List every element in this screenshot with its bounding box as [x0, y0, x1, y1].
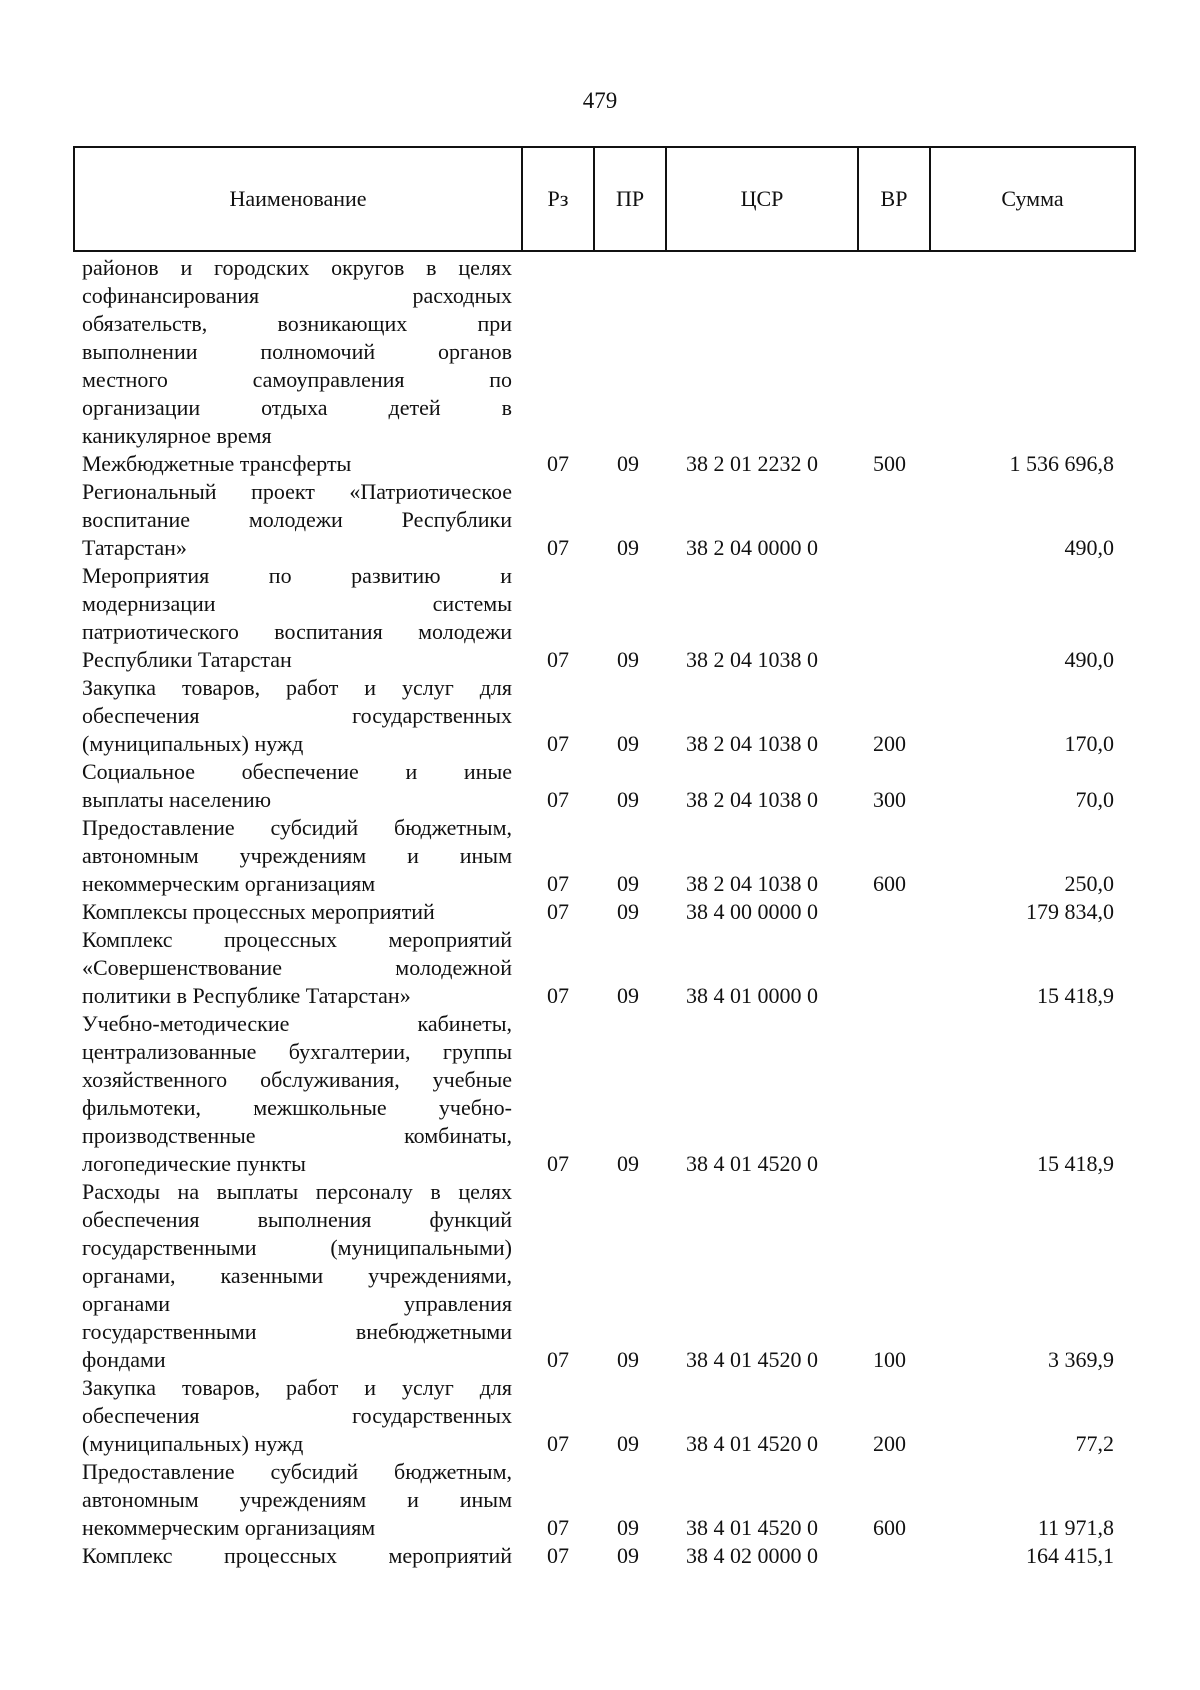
row-name-line: (муниципальных) нужд — [82, 731, 304, 756]
row-vr: 200 — [873, 1431, 906, 1456]
header-name: Наименование — [75, 148, 523, 250]
table-row — [0, 674, 1200, 758]
row-rz: 07 — [547, 899, 569, 924]
row-name-line: некоммерческим организациям — [82, 871, 376, 896]
row-name — [82, 562, 512, 674]
row-vr: 600 — [873, 1515, 906, 1540]
row-name-line: государственными внебюджетными — [82, 1319, 512, 1344]
row-pr: 09 — [617, 535, 639, 560]
table-row — [0, 758, 1200, 814]
row-name-line: каникулярное время — [82, 423, 272, 448]
row-name — [82, 926, 512, 1010]
table-body — [0, 254, 1200, 1570]
row-pr: 09 — [617, 647, 639, 672]
header-pr: ПР — [595, 148, 667, 250]
row-csr: 38 4 01 4520 0 — [686, 1151, 818, 1176]
row-name — [82, 450, 512, 478]
row-sum: 3 369,9 — [1048, 1347, 1114, 1372]
row-name-line: Расходы на выплаты персоналу в целях — [82, 1179, 512, 1204]
row-pr: 09 — [617, 1543, 639, 1568]
row-name — [82, 1542, 512, 1570]
table-row — [0, 1178, 1200, 1374]
row-csr: 38 2 04 1038 0 — [686, 731, 818, 756]
row-name-line: Комплекс процессных мероприятий — [82, 927, 512, 952]
header-rz: Рз — [523, 148, 595, 250]
table-row — [0, 1458, 1200, 1542]
row-name — [82, 478, 512, 562]
row-sum: 490,0 — [1064, 647, 1114, 672]
row-name-line: фондами — [82, 1347, 166, 1372]
row-pr: 09 — [617, 899, 639, 924]
row-sum: 179 834,0 — [1026, 899, 1114, 924]
row-rz: 07 — [547, 871, 569, 896]
row-name-line: (муниципальных) нужд — [82, 1431, 304, 1456]
row-name — [82, 674, 512, 758]
row-name-line: некоммерческим организациям — [82, 1515, 376, 1540]
row-name-line: Республики Татарстан — [82, 647, 292, 672]
row-name — [82, 1010, 512, 1178]
row-name-line: Комплекс процессных мероприятий — [82, 1543, 512, 1568]
row-pr: 09 — [617, 1347, 639, 1372]
row-csr: 38 4 01 4520 0 — [686, 1431, 818, 1456]
row-csr: 38 2 04 1038 0 — [686, 787, 818, 812]
row-name — [82, 758, 512, 814]
row-vr: 300 — [873, 787, 906, 812]
row-name-line: организации отдыха детей в — [82, 395, 512, 420]
row-sum: 15 418,9 — [1037, 1151, 1114, 1176]
row-sum: 250,0 — [1064, 871, 1114, 896]
page-number: 479 — [582, 88, 618, 113]
row-name-line: Комплексы процессных мероприятий — [82, 899, 435, 924]
header-csr: ЦСР — [667, 148, 859, 250]
row-name-line: воспитание молодежи Республики — [82, 507, 512, 532]
row-name-line: модернизации системы — [82, 591, 512, 616]
row-rz: 07 — [547, 647, 569, 672]
row-name-line: автономным учреждениям и иным — [82, 1487, 512, 1512]
table-row — [0, 562, 1200, 674]
row-pr: 09 — [617, 731, 639, 756]
header-sum: Сумма — [1001, 186, 1064, 211]
row-name — [82, 814, 512, 898]
row-name — [82, 898, 512, 926]
row-name-line: централизованные бухгалтерии, группы — [82, 1039, 512, 1064]
row-rz: 07 — [547, 535, 569, 560]
table-header — [73, 146, 1136, 252]
row-name-line: Учебно-методические кабинеты, — [82, 1011, 512, 1036]
row-rz: 07 — [547, 451, 569, 476]
row-name — [82, 1178, 512, 1374]
table-row — [0, 254, 1200, 450]
row-csr: 38 4 00 0000 0 — [686, 899, 818, 924]
row-name-line: выплаты населению — [82, 787, 272, 812]
row-name-line: Предоставление субсидий бюджетным, — [82, 1459, 512, 1484]
row-name-line: государственными (муниципальными) — [82, 1235, 512, 1260]
table-row — [0, 814, 1200, 898]
table-row — [0, 898, 1200, 926]
row-name-line: обеспечения государственных — [82, 1403, 512, 1428]
row-name-line: фильмотеки, межшкольные учебно- — [82, 1095, 512, 1120]
row-name — [82, 254, 512, 450]
row-name-line: логопедические пункты — [82, 1151, 306, 1176]
row-pr: 09 — [617, 1431, 639, 1456]
row-pr: 09 — [617, 1151, 639, 1176]
row-pr: 09 — [617, 983, 639, 1008]
row-name-line: Закупка товаров, работ и услуг для — [82, 675, 512, 700]
row-name-line: обеспечения государственных — [82, 703, 512, 728]
row-name-line: Закупка товаров, работ и услуг для — [82, 1375, 512, 1400]
header-vr: ВР — [859, 148, 931, 250]
table-row — [0, 926, 1200, 1010]
row-name-line: обеспечения выполнения функций — [82, 1207, 512, 1232]
row-csr: 38 2 04 1038 0 — [686, 647, 818, 672]
row-vr: 100 — [873, 1347, 906, 1372]
table-row — [0, 478, 1200, 562]
row-sum: 170,0 — [1064, 731, 1114, 756]
row-csr: 38 4 02 0000 0 — [686, 1543, 818, 1568]
row-name-line: софинансирования расходных — [82, 283, 512, 308]
row-name-line: районов и городских округов в целях — [82, 255, 512, 280]
row-rz: 07 — [547, 1347, 569, 1372]
row-name-line: Татарстан» — [82, 535, 187, 560]
row-name-line: автономным учреждениям и иным — [82, 843, 512, 868]
row-rz: 07 — [547, 983, 569, 1008]
row-name-line: политики в Республике Татарстан» — [82, 983, 411, 1008]
row-rz: 07 — [547, 731, 569, 756]
table-row — [0, 1542, 1200, 1570]
row-sum: 70,0 — [1075, 787, 1114, 812]
row-sum: 1 536 696,8 — [1009, 451, 1114, 476]
row-vr: 500 — [873, 451, 906, 476]
row-name-line: Социальное обеспечение и иные — [82, 759, 512, 784]
row-name-line: производственные комбинаты, — [82, 1123, 512, 1148]
row-name-line: хозяйственного обслуживания, учебные — [82, 1067, 512, 1092]
row-name-line: обязательств, возникающих при — [82, 311, 512, 336]
row-name-line: патриотического воспитания молодежи — [82, 619, 512, 644]
row-name-line: Региональный проект «Патриотическое — [82, 479, 512, 504]
row-rz: 07 — [547, 1431, 569, 1456]
row-name-line: органами, казенными учреждениями, — [82, 1263, 512, 1288]
table-row — [0, 1010, 1200, 1178]
row-rz: 07 — [547, 1515, 569, 1540]
row-csr: 38 2 01 2232 0 — [686, 451, 818, 476]
table-row — [0, 450, 1200, 478]
row-name — [82, 1458, 512, 1542]
row-name-line: Мероприятия по развитию и — [82, 563, 512, 588]
row-sum: 15 418,9 — [1037, 983, 1114, 1008]
row-vr: 600 — [873, 871, 906, 896]
row-name-line: органами управления — [82, 1291, 512, 1316]
row-csr: 38 4 01 0000 0 — [686, 983, 818, 1008]
row-pr: 09 — [617, 871, 639, 896]
row-name-line: «Совершенствование молодежной — [82, 955, 512, 980]
row-pr: 09 — [617, 1515, 639, 1540]
row-csr: 38 2 04 1038 0 — [686, 871, 818, 896]
row-vr: 200 — [873, 731, 906, 756]
row-sum: 11 971,8 — [1037, 1515, 1114, 1540]
row-name-line: Предоставление субсидий бюджетным, — [82, 815, 512, 840]
row-rz: 07 — [547, 787, 569, 812]
row-name — [82, 1374, 512, 1458]
row-rz: 07 — [547, 1543, 569, 1568]
row-sum: 490,0 — [1064, 535, 1114, 560]
row-csr: 38 4 01 4520 0 — [686, 1347, 818, 1372]
row-rz: 07 — [547, 1151, 569, 1176]
table-row — [0, 1374, 1200, 1458]
row-name-line: местного самоуправления по — [82, 367, 512, 392]
row-csr: 38 2 04 0000 0 — [686, 535, 818, 560]
row-name-line: Межбюджетные трансферты — [82, 451, 352, 476]
row-pr: 09 — [617, 451, 639, 476]
row-sum: 77,2 — [1075, 1431, 1114, 1456]
row-name-line: выполнении полномочий органов — [82, 339, 512, 364]
row-csr: 38 4 01 4520 0 — [686, 1515, 818, 1540]
row-sum: 164 415,1 — [1026, 1543, 1114, 1568]
row-pr: 09 — [617, 787, 639, 812]
